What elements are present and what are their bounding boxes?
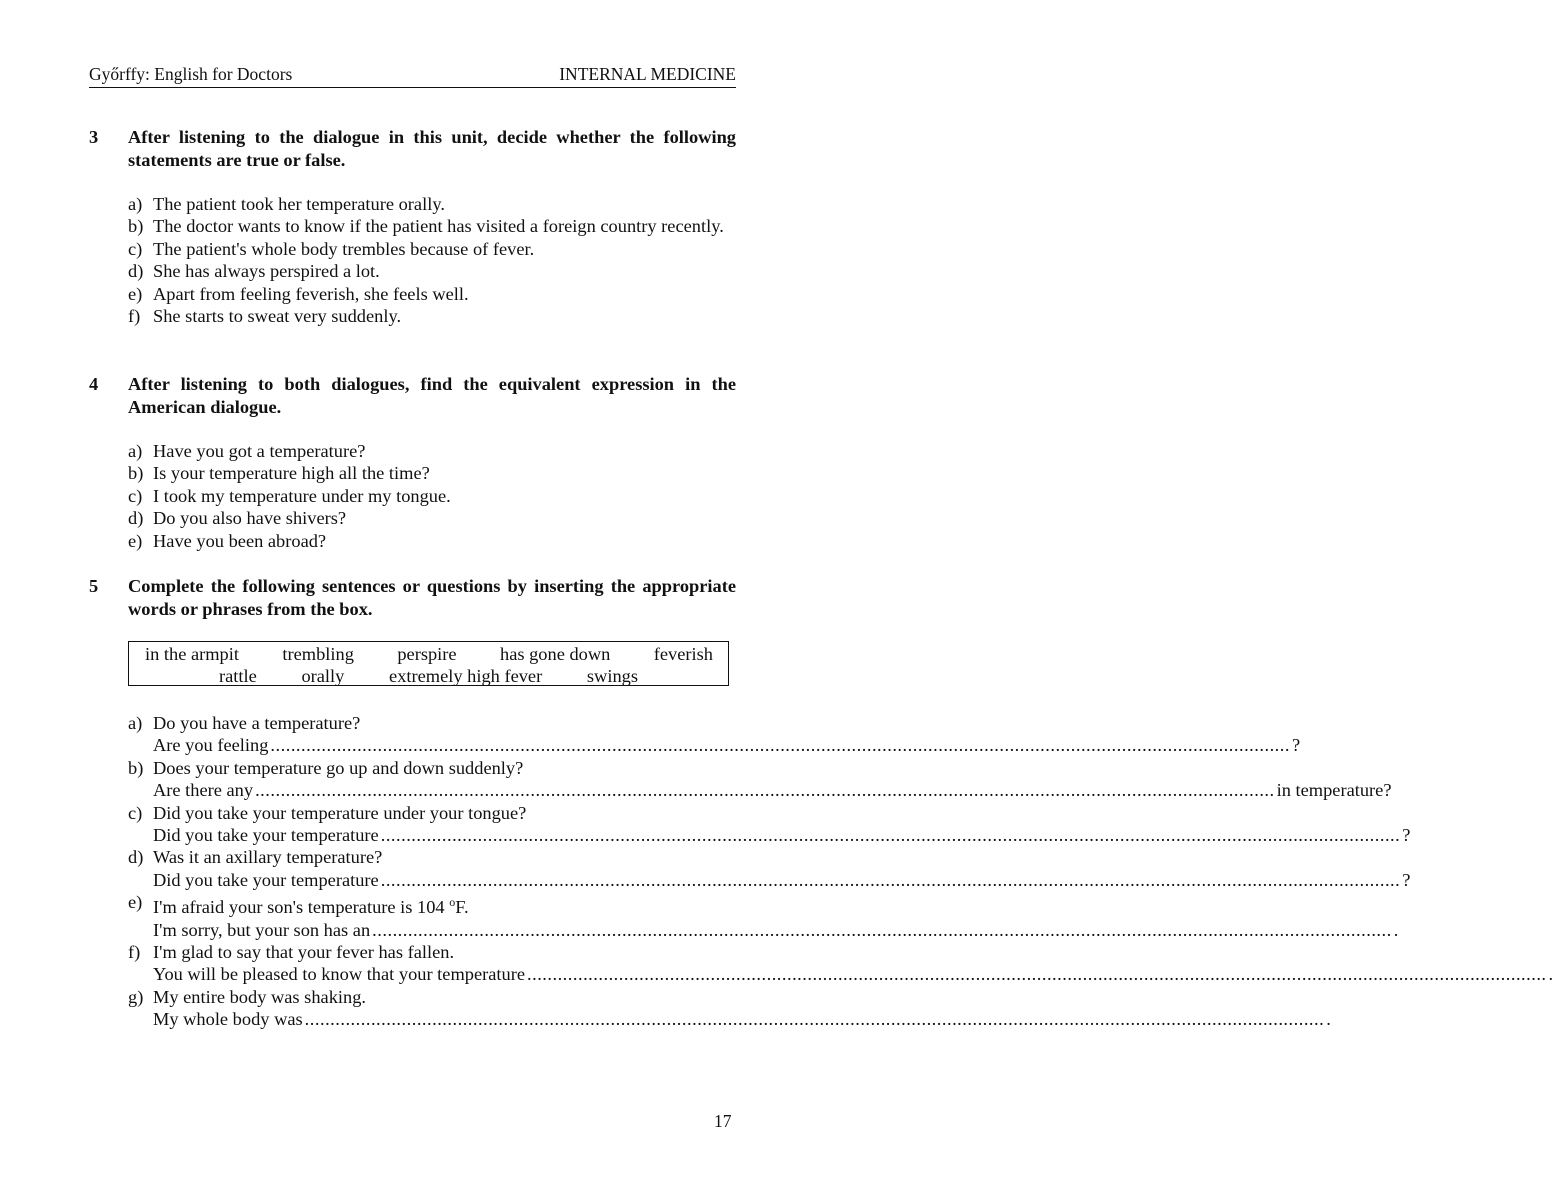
fill-in-item [128,846,1411,891]
list-item [128,193,736,215]
item-letter: a) [128,441,143,461]
original-sentence: Do you have a temperature? [153,713,361,733]
item-letter: f) [128,306,141,327]
fill-in-item [128,712,1301,757]
item-text: Do you also have shivers? [153,508,347,529]
running-header [89,63,736,88]
task-heading [89,373,736,418]
header-chapter-title: INTERNAL MEDICINE [559,64,736,84]
word-box-term: rattle [219,666,257,686]
item-letter: b) [128,216,144,237]
list-item [128,238,736,260]
list-item [128,440,736,462]
answer-line [153,734,1300,756]
task-heading [89,575,736,620]
word-box-row [129,642,728,665]
fill-in-exercise [89,712,1553,1031]
item-text: The patient's whole body trembles because of fever. [153,238,535,259]
list-item [128,283,736,305]
list-item [128,260,736,282]
list-item [128,507,736,529]
answer-suffix: . [1326,1009,1331,1030]
answer-prefix: I'm sorry, but your son has an [153,919,371,940]
fill-in-item [128,891,1399,941]
answer-suffix: . [1548,964,1553,985]
degree-superscript: o [449,895,456,910]
answer-prefix: My whole body was [153,1009,303,1030]
word-box-term: has gone down [500,644,611,664]
item-text: The patient took her temperature orally. [153,194,445,214]
item-text: She has always perspired a lot. [153,261,380,282]
item-letter: c) [128,802,143,823]
item-letter: f) [128,942,141,963]
task-instruction: After listening to the dialogue in this unit, decide whether the following statements are true or false. [128,127,736,170]
answer-prefix: Are there any [153,780,254,801]
answer-blank[interactable]: ........................................................................................................................................................................................................ [270,735,1290,756]
task-number: 5 [89,576,99,596]
word-box-term: feverish [653,644,713,664]
answer-suffix: ? [1402,825,1411,846]
task-4 [89,373,736,552]
answer-blank[interactable]: ........................................................................................................................................................................................................ [527,964,1547,985]
item-text: The doctor wants to know if the patient has visited a foreign country recently. [153,216,724,237]
list-item [128,215,736,237]
answer-blank[interactable]: ........................................................................................................................................................................................................ [255,780,1275,801]
expression-list [128,440,736,552]
sentence-text: I'm afraid your son's temperature is 104 [153,897,450,918]
list-item [128,462,736,484]
sentence-unit: F. [455,897,469,918]
answer-prefix: You will be pleased to know that your temperature [153,964,525,985]
answer-line [153,824,1410,846]
word-box-term: trembling [282,644,354,664]
word-box-term: swings [586,666,638,686]
item-text: Have you been abroad? [153,530,327,551]
word-box [128,641,729,686]
answer-suffix: . [1393,919,1399,940]
task-instruction: After listening to both dialogues, find the equivalent expression in the American dialogue. [128,374,736,417]
fill-in-list [128,712,1553,1031]
task-number: 3 [89,127,99,147]
answer-blank[interactable]: ........................................................................................................................................................................................................ [380,869,1401,890]
answer-line [153,919,1398,941]
fill-in-item [128,986,1331,1031]
item-letter: b) [128,463,144,484]
answer-line [153,869,1410,891]
answer-prefix: Did you take your temperature [153,869,379,890]
original-sentence: Was it an axillary temperature? [153,847,383,868]
list-item [128,530,736,552]
list-item [128,485,736,507]
item-text: Apart from feeling feverish, she feels well. [153,283,469,304]
answer-line [153,779,1392,801]
item-letter: a) [128,194,143,214]
item-text: I took my temperature under my tongue. [153,485,451,506]
answer-prefix: Are you feeling [153,735,269,756]
answer-blank[interactable]: ........................................................................................................................................................................................................ [380,825,1401,846]
item-letter: a) [128,713,143,733]
word-box-term: extremely high fever [389,666,543,686]
task-3 [89,126,736,327]
answer-blank[interactable]: ........................................................................................................................................................................................................ [304,1009,1325,1030]
answer-suffix: ? [1291,735,1301,756]
word-box-term: orally [301,666,345,686]
task-instruction: Complete the following sentences or questions by inserting the appropriate words or phrases from the box. [128,576,736,619]
item-letter: d) [128,508,144,529]
list-item [128,305,736,327]
page-number: 17 [714,1111,732,1131]
original-sentence: Did you take your temperature under your tongue? [153,802,527,823]
answer-line [153,963,1553,985]
statement-list [128,193,736,327]
word-box-term: in the armpit [145,644,239,664]
item-letter: e) [128,530,143,551]
item-letter: e) [128,892,143,913]
fill-in-item [128,757,1392,802]
item-letter: c) [128,485,143,506]
answer-suffix: in temperature? [1276,780,1392,801]
word-box-term: perspire [397,644,457,664]
task-number: 4 [89,374,99,394]
item-text: She starts to sweat very suddenly. [153,306,402,327]
original-sentence: Does your temperature go up and down suddenly? [153,757,524,778]
answer-line [153,1008,1331,1030]
original-sentence: I'm glad to say that your fever has fallen. [153,942,455,963]
item-letter: b) [128,757,144,778]
task-5 [89,575,736,620]
item-text: Is your temperature high all the time? [153,463,430,484]
original-sentence: My entire body was shaking. [153,986,366,1007]
fill-in-item [128,941,1553,986]
original-sentence [153,891,1398,918]
item-letter: e) [128,283,143,304]
answer-prefix: Did you take your temperature [153,825,379,846]
item-letter: c) [128,238,143,259]
fill-in-item [128,802,1411,847]
header-book-title: Győrffy: English for Doctors [89,64,293,84]
answer-blank[interactable]: ........................................................................................................................................................................................................ [372,919,1392,940]
word-box-row [129,665,728,687]
answer-suffix: ? [1402,869,1411,890]
task-heading [89,126,736,171]
item-letter: d) [128,847,144,868]
item-text: Have you got a temperature? [153,441,366,461]
item-letter: d) [128,261,144,282]
item-letter: g) [128,986,144,1007]
